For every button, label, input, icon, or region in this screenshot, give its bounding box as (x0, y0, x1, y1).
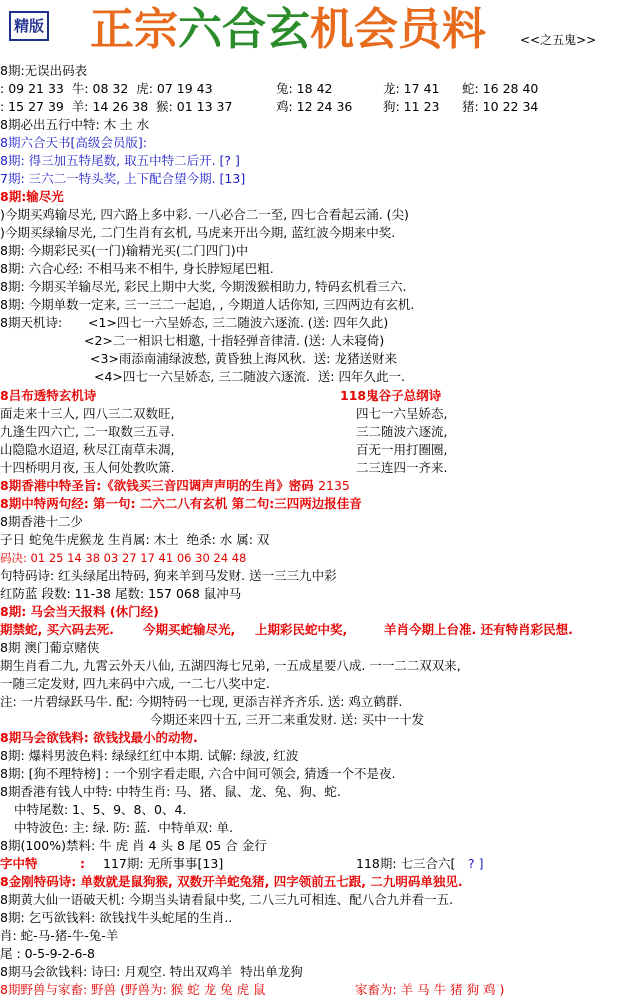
subtitle: <<之五鬼>> (520, 33, 597, 47)
code-group: : 15 27 39 羊: 14 26 38 猴: 01 13 37 (0, 99, 233, 114)
code-group: 兔: 18 42 (276, 81, 333, 96)
poem-verse: <1>四七一六呈娇态, 三二随波六逐流. (送: 四年久此) (88, 315, 389, 330)
text-span: 8期: 得三加五特尾数, 取五中特二后开. (0, 153, 216, 168)
poem-verse: 十四桥明月夜, 玉人何处教吹箫. (0, 460, 175, 475)
text-span: 期禁蛇, 买六码去死. (0, 622, 114, 637)
tianji-poem-line-1 (0, 314, 389, 332)
text-span: 8期天机诗: (0, 315, 63, 330)
lvbu-poem-title: 8吕布透特玄机诗 (0, 388, 97, 403)
title-char: 会 (354, 4, 398, 55)
title-char: 宗 (134, 4, 178, 55)
poem-verse: 三二随波六逐流, (356, 424, 448, 439)
result-bracket: ? ] (468, 856, 484, 871)
text-line: 8期: 今期单数一定来, 三一三二一起追, , 今期道人话你知, 三四两边有玄机. (0, 297, 415, 312)
text-line: 一随三定发财, 四九来码中六成, 一二七八奖中定. (0, 676, 270, 691)
text-span: 118期: 七三合六[ (356, 856, 456, 871)
hk-decree-line (0, 477, 350, 495)
text-line: 8期(100%)禁料: 牛 虎 肖 4 头 8 尾 05 合 金行 (0, 838, 267, 853)
text-line: )今期买绿输尽光, 二门生肖有玄机, 马虎来开出今期, 蓝红波今期来中奖. (0, 225, 396, 240)
text-span: 7期: 三六二一特头奖, 上下配合望今期. (0, 171, 216, 186)
result-bracket: [? ] (219, 153, 240, 168)
page-title (90, 2, 486, 58)
text-span: 家畜为: 羊 马 牛 猪 狗 鸡 ) (355, 982, 505, 997)
guiguzi-poem-title: 118鬼谷子总纲诗 (340, 388, 442, 403)
title-char: 员 (398, 4, 442, 55)
poem-verse: 九逢生四六亡, 二一取数三五寻. (0, 424, 175, 439)
text-line (0, 170, 245, 188)
poem-verse: <2>二一相识七相邀, 十指轻弹音律清. (送: 人未寝倚) (84, 333, 385, 348)
code-group: 蛇: 16 28 40 (462, 81, 539, 96)
text-span: 上期彩民蛇中奖, (255, 622, 348, 637)
title-char: 正 (90, 4, 134, 55)
text-line: 今期还来四十五, 三开二来重发财. 送: 买中一十发 (150, 712, 425, 727)
text-line: 8期马会欲钱料: 诗曰: 月观空. 特出双鸡羊 特出单龙狗 (0, 964, 303, 979)
liuhe-book-title: 8期六合天书[高级会员版]: (0, 135, 147, 150)
text-line (0, 152, 240, 170)
title-char: 合 (222, 4, 266, 55)
text-line: 子日 蛇兔牛虎猴龙 生肖属: 木土 绝杀: 水 属: 双 (0, 532, 270, 547)
text-line: 8期: 乞丐欲钱料: 欲钱找牛头蛇尾的生肖.. (0, 910, 233, 925)
jingban-badge: 精版 (9, 11, 49, 41)
text-line: 注: 一片碧绿跃马牛. 配: 今期特码一七现, 更添吉祥齐齐乐. 送: 鸡立鹤群. (0, 694, 403, 709)
code-group: 龙: 17 41 (383, 81, 440, 96)
code-group: 09 21 33 牛: 08 32 虎: 07 19 43 (8, 81, 213, 96)
text-line: 句特码诗: 红头绿尾出特码, 狗来羊到马发财. 送一三三九中彩 (0, 568, 337, 583)
text-line: 8期: [狗不理特榜] : 一个别字看走眼, 六合中间可领会, 猜透一个不是夜. (0, 766, 396, 781)
zi-zhongte-line (0, 855, 484, 873)
text-line: 8期黄大仙一语破天机: 今期当头请看鼠中奖, 二八三九可相连、配八合九并看一五. (0, 892, 454, 907)
text-line: 8期: 六合心经: 不相马来不相牛, 身长脖短尾巴粗. (0, 261, 274, 276)
poem-verse: <4>四七一六呈娇态, 三二随波六逐流. 送: 四年久此一. (94, 369, 405, 384)
text-span: 117期: 无所事事[13] (103, 856, 224, 871)
poem-verse: 山隐隐水迢迢, 秋尽江南草未凋, (0, 442, 175, 457)
text-line: )今期买鸡输尽光, 四六路上多中彩. 一八必合二一至, 四七合看起云涌. (尖) (0, 207, 409, 222)
no-error-code-title: 8期:无误出码表 (0, 63, 88, 78)
beast-livestock-line (0, 981, 505, 999)
macau-title: 8期 澳门葡京赌侠 (0, 640, 100, 655)
poem-verse: 二三连四一齐来. (356, 460, 448, 475)
code-number: 2135 (318, 478, 350, 493)
text-span: 字中特 (0, 856, 38, 871)
five-elements-line: 8期必出五行中特: 木 土 水 (0, 117, 150, 132)
text-span: 今期买蛇输尽光, (143, 622, 236, 637)
text-span: 8期野兽与家畜: 野兽 (野兽为: 猴 蛇 龙 兔 虎 鼠 (0, 982, 266, 997)
section-heading: 8期马会欲钱料: 欲钱找最小的动物. (0, 730, 198, 745)
text-line: 8期香港有钱人中特: 中特生肖: 马、猪、鼠、龙、兔、狗、蛇. (0, 784, 341, 799)
title-char: 六 (178, 4, 222, 55)
text-line: 8期: 今期彩民买(一门)输精光买(二门四门)中 (0, 243, 249, 258)
text-line: 中特尾数: 1、5、9、8、0、4. (14, 802, 187, 817)
text-line: 肖: 蛇-马-猪-牛-兔-羊 (0, 928, 119, 943)
poem-verse: <3>雨添南浦绿波愁, 黄昏独上海风秋. 送: 龙猪送财来 (90, 351, 397, 366)
text-line: 期生肖看二九, 九霄云外天八仙, 五湖四海七兄弟, 一五成星要八成. 一一二二双双来, (0, 658, 461, 673)
colon: : (0, 81, 5, 96)
poem-verse: 面走来十三人, 四八三二双数旺, (0, 406, 175, 421)
text-line: 8期: 今期买羊输尽光, 彩民上期中大奖, 今期泼猴相助力, 特码玄机看三六. (0, 279, 407, 294)
text-line: 8期: 爆料男波色料: 绿绿红红中本期. 试解: 绿波, 红波 (0, 748, 299, 763)
code-group: 狗: 11 23 (383, 99, 440, 114)
title-char: 机 (310, 4, 354, 55)
code-group: 猪: 10 22 34 (462, 99, 539, 114)
colon: : (80, 856, 85, 871)
zodiac-code-row-2 (0, 98, 539, 116)
section-heading: 8期: 马会当天报料 (休门经) (0, 604, 159, 619)
title-char: 玄 (266, 4, 310, 55)
result-bracket: [13] (219, 171, 246, 186)
title-char: 料 (442, 4, 486, 55)
section-heading: 8金刚特码诗: 单数就是鼠狗猴, 双数开羊蛇兔猪, 四字领前五七跟, 二九明码单独见. (0, 874, 463, 889)
hk-twelve-title: 8期香港十二少 (0, 514, 83, 529)
text-line: 红防蓝 段数: 11-38 尾数: 157 068 鼠冲马 (0, 586, 242, 601)
text-line: 中特波色: 主: 绿. 防: 蓝. 中特单双: 单. (14, 820, 234, 835)
text-line: 尾 : 0-5-9-2-6-8 (0, 946, 95, 961)
text-span: 8期香港中特圣旨:《欲钱买三音四调声声明的生肖》密码 (0, 478, 314, 493)
section-heading: 8期:输尽光 (0, 189, 64, 204)
text-span: 羊肖今期上台准. 还有特肖彩民想. (384, 622, 573, 637)
code-line: 码决: 01 25 14 38 03 27 17 41 06 30 24 48 (0, 551, 247, 565)
code-group: 鸡: 12 24 36 (276, 99, 353, 114)
poem-verse: 百无一用打圈圈, (356, 442, 448, 457)
two-sentence-line: 8期中特两句经: 第一句: 二六二八有玄机 第二句:三四两边报佳音 (0, 496, 362, 511)
zodiac-code-row-1 (0, 80, 539, 98)
forbidden-line (0, 621, 573, 639)
poem-verse: 四七一六呈娇态, (356, 406, 448, 421)
